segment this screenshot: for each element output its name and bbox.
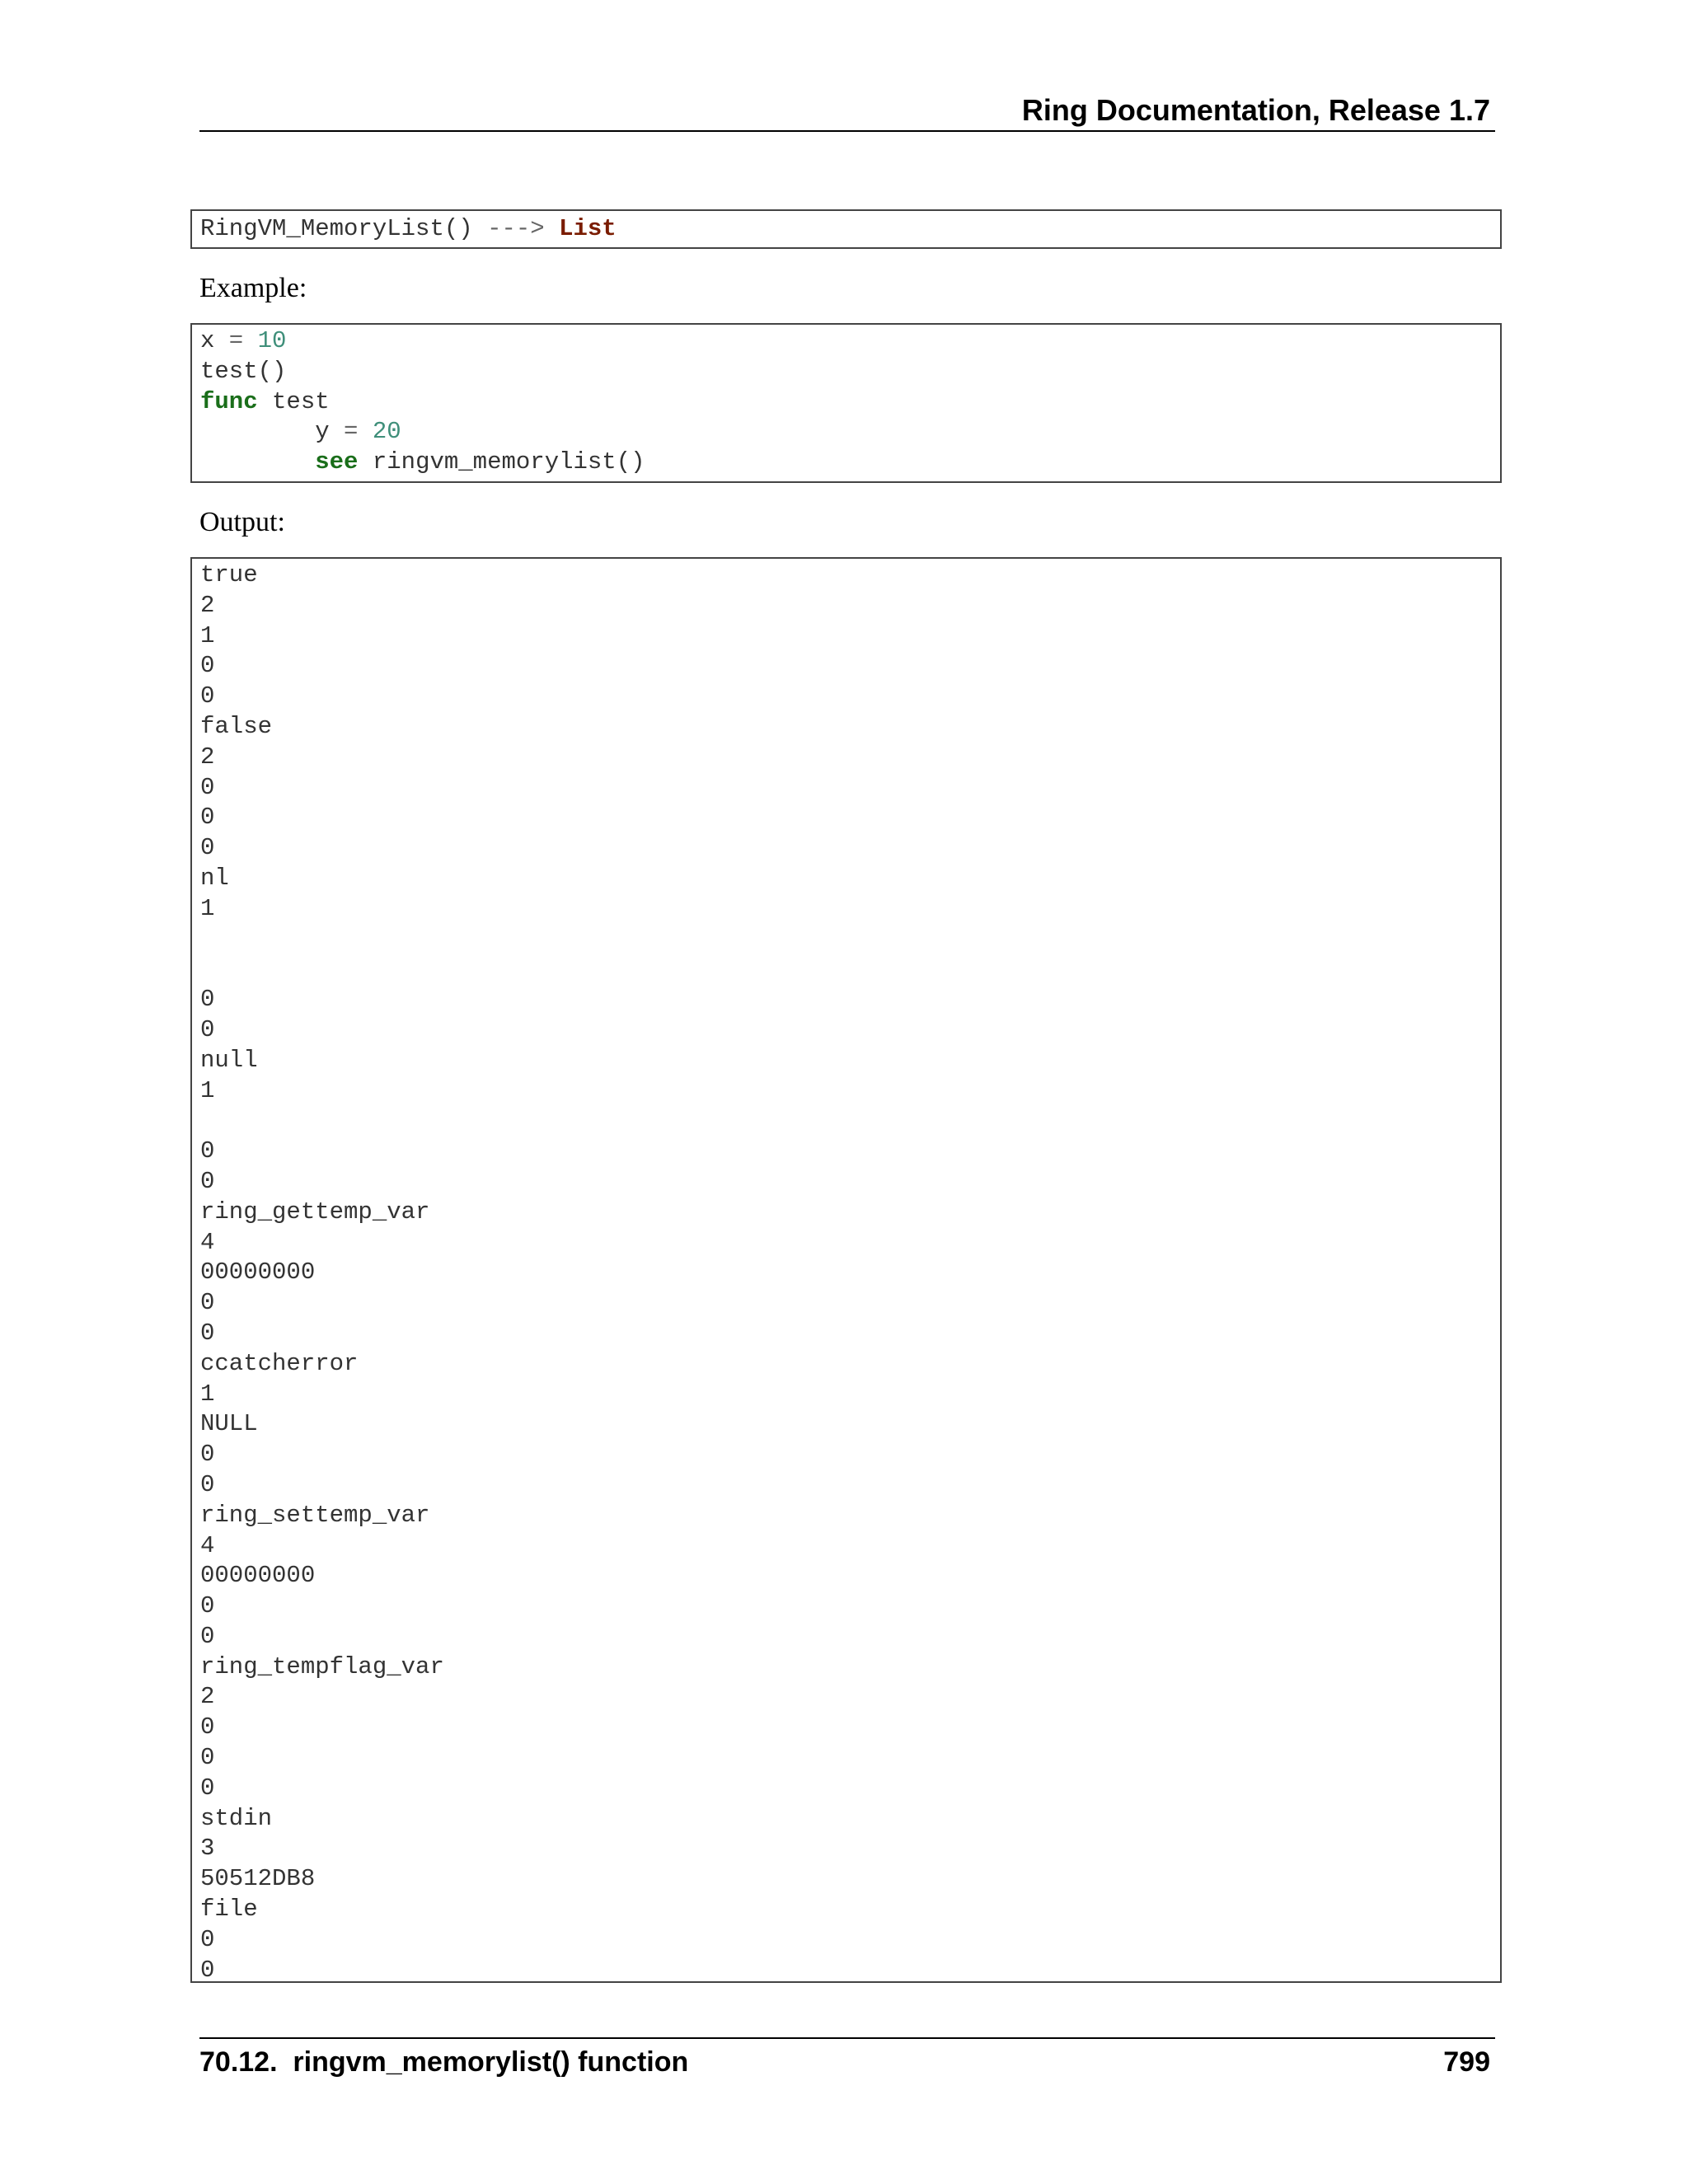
output-line: 1 — [200, 1380, 215, 1408]
output-line: ring_settemp_var — [200, 1501, 430, 1529]
example-code-block — [190, 323, 1502, 483]
output-line — [200, 925, 1492, 955]
output-line: 0 — [200, 986, 215, 1014]
output-line: 0 — [200, 1289, 215, 1317]
signature-return-type: List — [559, 215, 617, 242]
output-line: 0 — [200, 1744, 215, 1772]
output-line: file — [200, 1896, 258, 1924]
output-line: 0 — [200, 1137, 215, 1165]
output-line: 0 — [200, 1774, 215, 1802]
example-label: Example: — [199, 273, 307, 303]
output-line: ccatcherror — [200, 1349, 359, 1377]
output-label: Output: — [199, 507, 285, 537]
output-line: 1 — [200, 621, 215, 649]
footer-page-number: 799 — [1443, 2046, 1490, 2078]
output-line: 3 — [200, 1835, 215, 1863]
output-line: 2 — [200, 743, 215, 771]
output-line: ring_gettemp_var — [200, 1197, 430, 1226]
output-line: 1 — [200, 894, 215, 922]
code-line: func test — [200, 387, 330, 415]
output-line: 00000000 — [200, 1258, 316, 1286]
output-line: true — [200, 561, 258, 588]
output-line: 0 — [200, 1441, 215, 1469]
output-line: ring_tempflag_var — [200, 1652, 444, 1680]
output-line: 0 — [200, 773, 215, 801]
output-line — [200, 954, 1492, 985]
page-header-title: Ring Documentation, Release 1.7 — [1021, 93, 1490, 127]
output-line: nl — [200, 864, 229, 892]
output-line: 0 — [200, 1713, 215, 1741]
output-line: 0 — [200, 1956, 215, 1984]
output-line: null — [200, 1046, 258, 1074]
output-line — [200, 1106, 1492, 1137]
footer-section-title: 70.12. ringvm_memorylist() function — [199, 2046, 689, 2078]
output-line: 1 — [200, 1076, 215, 1104]
output-line: 0 — [200, 804, 215, 832]
output-line: 0 — [200, 1592, 215, 1620]
signature-function: RingVM_MemoryList() — [200, 215, 473, 242]
output-line: 2 — [200, 591, 215, 619]
output-line: 0 — [200, 1167, 215, 1195]
code-line: see ringvm_memorylist() — [315, 448, 645, 476]
output-line: 2 — [200, 1683, 215, 1711]
output-line: 0 — [200, 834, 215, 862]
code-line: y = 20 — [315, 418, 401, 446]
signature-arrow: ---> — [487, 215, 545, 242]
code-line: test() — [200, 357, 287, 385]
output-line: 0 — [200, 1015, 215, 1043]
output-line: 4 — [200, 1531, 215, 1559]
output-line: 0 — [200, 1925, 215, 1953]
output-line: false — [200, 712, 273, 740]
header-divider — [199, 130, 1495, 132]
code-line: x = 10 — [200, 327, 287, 354]
output-line: stdin — [200, 1804, 273, 1832]
output-code-block — [190, 557, 1502, 1983]
output-line: 0 — [200, 682, 215, 710]
output-line: 0 — [200, 652, 215, 680]
output-line: 0 — [200, 1319, 215, 1347]
signature-line — [200, 211, 1492, 247]
output-line: 00000000 — [200, 1562, 316, 1590]
footer-divider — [199, 2037, 1495, 2039]
output-line: 0 — [200, 1622, 215, 1650]
signature-code-block — [190, 209, 1502, 249]
output-line: 4 — [200, 1228, 215, 1256]
output-line: 0 — [200, 1470, 215, 1498]
output-line: 50512DB8 — [200, 1865, 316, 1893]
output-line: NULL — [200, 1410, 258, 1438]
